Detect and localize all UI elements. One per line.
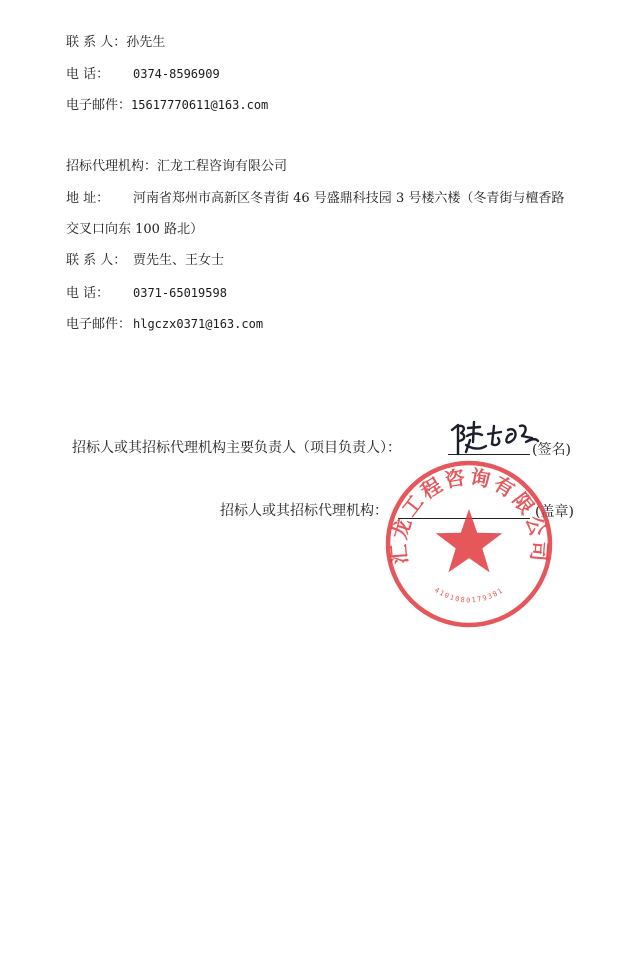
tenderer-contact-row bbox=[66, 34, 165, 52]
seal-suffix: (盖章) bbox=[535, 504, 574, 520]
seal-star-icon bbox=[436, 509, 503, 572]
agency-phone-row bbox=[66, 284, 227, 303]
agency-name-value: 汇龙工程咨询有限公司 bbox=[157, 159, 288, 174]
agency-name-row bbox=[66, 158, 287, 176]
agency-address-label: 地 址： bbox=[66, 191, 110, 206]
tenderer-phone-value: 0374-8596909 bbox=[133, 67, 220, 81]
tenderer-email-row bbox=[66, 96, 268, 115]
agency-phone-value: 0371-65019598 bbox=[133, 286, 227, 300]
agency-contact-row bbox=[66, 252, 224, 270]
tenderer-contact-value: 孙先生 bbox=[126, 35, 166, 50]
tenderer-contact-label: 联 系 人： bbox=[66, 35, 127, 50]
tenderer-email-label: 电子邮件： bbox=[66, 98, 132, 113]
agency-name-label: 招标代理机构： bbox=[66, 159, 158, 174]
seal-company-name: 汇龙工程咨询有限公司 bbox=[386, 464, 552, 566]
tenderer-phone-row bbox=[66, 65, 220, 84]
agency-contact-label: 联 系 人： bbox=[66, 253, 127, 268]
tenderer-email-value: 15617770611@163.com bbox=[131, 98, 269, 112]
org-seal-label: 招标人或其招标代理机构： bbox=[220, 503, 388, 519]
agency-email-value: hlgczx0371@163.com bbox=[133, 317, 264, 331]
agency-address-line1: 河南省郑州市高新区冬青街 46 号盛鼎科技园 3 号楼六楼（冬青街与檀香路 bbox=[133, 191, 565, 206]
agency-phone-label: 电 话： bbox=[66, 286, 110, 301]
sign-suffix: (签名) bbox=[532, 442, 571, 458]
seal-serial-number: 4101080179381 bbox=[432, 586, 506, 605]
agency-contact-value: 贾先生、王女士 bbox=[133, 253, 225, 268]
agency-email-label: 电子邮件： bbox=[66, 317, 132, 332]
agency-address-continuation bbox=[66, 221, 203, 239]
handwritten-signature bbox=[446, 416, 542, 460]
principal-signature-label: 招标人或其招标代理机构主要负责人（项目负责人）： bbox=[72, 440, 401, 456]
agency-address-row bbox=[66, 190, 564, 208]
company-seal bbox=[384, 459, 554, 629]
agency-email-row bbox=[66, 315, 263, 334]
agency-address-line2: 交叉口向东 100 路北） bbox=[66, 222, 204, 237]
tenderer-phone-label: 电 话： bbox=[66, 67, 110, 82]
